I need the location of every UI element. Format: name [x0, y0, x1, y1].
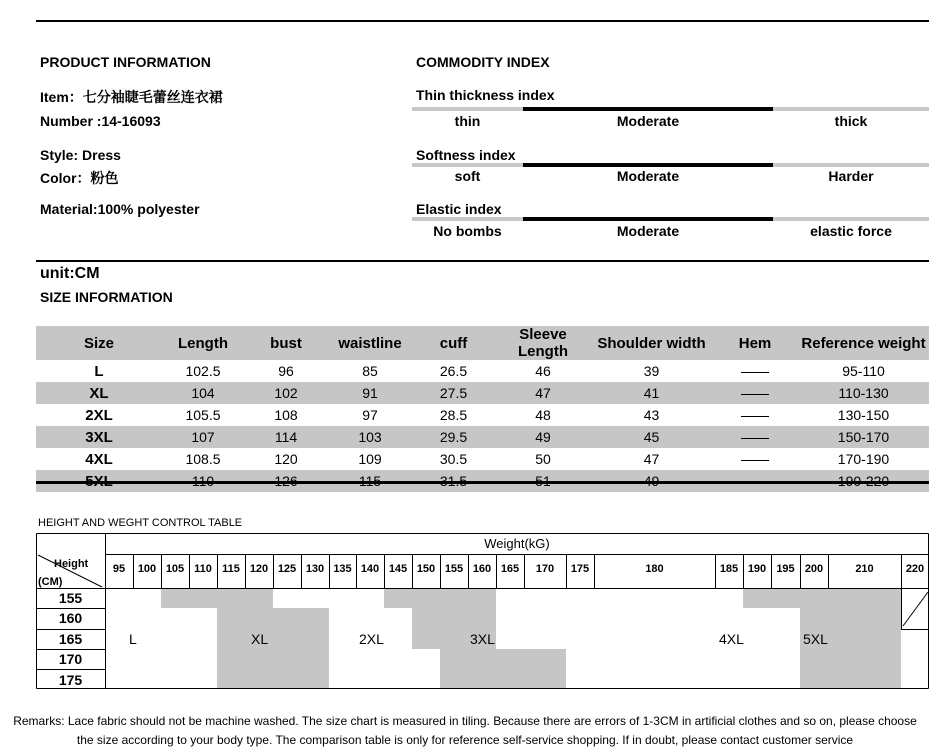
table-cell: 105.5 — [185, 407, 221, 423]
table-cell: 46 — [535, 363, 551, 379]
zone-label: 4XL — [719, 631, 744, 647]
table-cell: 114 — [244, 426, 328, 448]
index-scale-bar — [412, 163, 929, 167]
column-header: waistline — [328, 326, 412, 360]
height-row: 160 — [58, 610, 83, 626]
weight-col: 210 — [855, 563, 874, 575]
height-row: 165 — [58, 631, 83, 647]
table-cell: 95-110 — [842, 363, 885, 379]
column-header: Size — [36, 326, 162, 360]
index-title: Softness index — [416, 147, 516, 163]
weight-col: 160 — [472, 563, 492, 575]
remarks-line: the size according to your body type. The comparison table is only for reference self-service shopping. If in doubt, please contact customer service — [76, 733, 854, 747]
table-cell: 170-190 — [837, 451, 890, 467]
weight-col: 155 — [444, 563, 464, 575]
weight-col: 115 — [222, 563, 240, 575]
hem-cell — [712, 426, 798, 448]
weight-col: 95 — [112, 563, 126, 575]
top-rule — [36, 20, 929, 22]
height-row: 170 — [58, 651, 83, 667]
table-row — [36, 360, 929, 382]
weight-col: 165 — [500, 563, 520, 575]
table-cell: 29.5 — [412, 426, 495, 448]
size-cell: 4XL — [85, 450, 113, 468]
index-label-low: thin — [454, 113, 481, 129]
weight-label: Weight(kG) — [484, 536, 550, 551]
zone-label: 5XL — [803, 631, 828, 647]
weight-col: 120 — [249, 563, 269, 575]
table-cell: 120 — [274, 451, 298, 467]
zone-label: 2XL — [359, 631, 384, 647]
item-number: Number :14-16093 — [40, 113, 161, 129]
size-table-bottom-rule — [36, 481, 929, 484]
size-info-heading: SIZE INFORMATION — [40, 289, 173, 305]
index-scale-bar — [412, 217, 929, 221]
height-label: Height — [54, 558, 89, 570]
table-cell: 96 — [278, 363, 294, 379]
table-cell: 91 — [328, 382, 412, 404]
product-info-heading: PRODUCT INFORMATION — [40, 54, 211, 70]
hw-grid-lines — [36, 533, 929, 689]
table-cell: 26.5 — [439, 363, 468, 379]
table-cell: 48 — [535, 407, 551, 423]
table-cell: 28.5 — [439, 407, 468, 423]
commodity-index-heading: COMMODITY INDEX — [416, 54, 550, 70]
zone-label: 3XL — [470, 631, 495, 647]
size-table — [36, 326, 929, 492]
hem-cell — [712, 360, 798, 382]
hem-cell — [712, 404, 798, 426]
table-cell: 102.5 — [185, 363, 221, 379]
table-cell: 130-150 — [837, 407, 890, 423]
item-color: Color：粉色 — [40, 170, 119, 186]
table-row — [36, 448, 929, 470]
column-header: Shoulder width — [591, 326, 712, 360]
weight-col: 200 — [804, 563, 824, 575]
index-label-mid: Moderate — [616, 223, 680, 239]
zone-label: L — [129, 631, 137, 647]
weight-col: 170 — [535, 563, 555, 575]
weight-col: 145 — [388, 563, 408, 575]
index-title: Elastic index — [416, 201, 502, 217]
size-cell: 2XL — [85, 406, 113, 424]
weight-col: 220 — [905, 563, 925, 575]
index-scale-bar — [412, 107, 929, 111]
height-row: 155 — [58, 590, 83, 606]
table-cell: 47 — [495, 382, 591, 404]
table-cell: 85 — [362, 363, 378, 379]
dash-mark — [741, 372, 769, 373]
column-header: cuff — [412, 326, 495, 360]
table-cell: 27.5 — [412, 382, 495, 404]
zone-label: XL — [251, 631, 269, 647]
size-cell: L — [94, 362, 104, 380]
table-cell: 102 — [244, 382, 328, 404]
weight-col: 190 — [747, 563, 767, 575]
index-label-high: thick — [834, 113, 868, 129]
dash-mark — [741, 394, 769, 395]
hem-cell — [712, 382, 798, 404]
column-header: Hem — [712, 326, 798, 360]
table-cell: 39 — [643, 363, 660, 379]
table-cell: 97 — [362, 407, 378, 423]
table-cell: 109 — [358, 451, 382, 467]
column-header: bust — [244, 326, 328, 360]
item-style: Style: Dress — [40, 147, 121, 163]
table-cell: 50 — [535, 451, 551, 467]
table-cell: 107 — [162, 426, 244, 448]
table-cell: 49 — [495, 426, 591, 448]
table-cell: 103 — [328, 426, 412, 448]
section-divider — [36, 260, 929, 262]
table-row — [36, 404, 929, 426]
weight-col: 150 — [416, 563, 436, 575]
table-cell: 47 — [643, 451, 660, 467]
unit-label: unit:CM — [40, 265, 100, 282]
size-table-header — [36, 326, 929, 360]
weight-col: 140 — [360, 563, 380, 575]
weight-col: 135 — [333, 563, 352, 575]
grid-line — [903, 592, 928, 626]
remarks — [0, 712, 930, 750]
dash-mark — [741, 460, 769, 461]
dash-mark — [741, 416, 769, 417]
size-cell: XL — [36, 382, 162, 404]
index-label-low: soft — [454, 168, 481, 184]
table-cell: 45 — [591, 426, 712, 448]
column-header: Reference weight — [798, 326, 929, 360]
hw-table-title: HEIGHT AND WEGHT CONTROL TABLE — [38, 517, 243, 529]
table-cell: 30.5 — [439, 451, 468, 467]
size-cell: 3XL — [36, 426, 162, 448]
item-material: Material:100% polyester — [40, 201, 200, 217]
weight-col: 130 — [305, 563, 325, 575]
height-unit: (CM) — [38, 576, 63, 588]
table-cell: 108.5 — [185, 451, 221, 467]
index-label-mid: Moderate — [616, 113, 680, 129]
column-header: Length — [162, 326, 244, 360]
table-row — [36, 382, 929, 404]
table-cell: 43 — [643, 407, 660, 423]
weight-col: 175 — [570, 563, 590, 575]
hem-cell — [712, 448, 798, 470]
index-label-mid: Moderate — [616, 168, 680, 184]
remarks-line: Remarks: Lace fabric should not be machine washed. The size chart is measured in tiling. Because there are errors of 1-3CM in artificial clothes and so on, please choose — [13, 714, 917, 728]
weight-col: 195 — [776, 563, 795, 575]
table-cell: 108 — [274, 407, 298, 423]
table-row — [36, 426, 929, 448]
index-label-high: elastic force — [810, 223, 892, 239]
weight-col: 180 — [645, 563, 664, 575]
weight-col: 125 — [277, 563, 297, 575]
table-cell: 110-130 — [798, 382, 929, 404]
weight-col: 100 — [137, 563, 157, 575]
index-title: Thin thickness index — [416, 87, 555, 103]
table-cell: 150-170 — [798, 426, 929, 448]
index-label-high: Harder — [828, 168, 874, 184]
dash-mark — [741, 438, 769, 439]
index-label-low: No bombs — [433, 223, 502, 239]
weight-col: 110 — [194, 563, 212, 575]
table-cell: 41 — [591, 382, 712, 404]
height-row: 175 — [58, 672, 83, 688]
item-name: Item：七分袖睫毛蕾丝连衣裙 — [40, 89, 223, 105]
column-header: Sleeve Length — [495, 326, 591, 360]
height-weight-table — [36, 533, 929, 689]
weight-col: 105 — [165, 563, 185, 575]
table-cell: 104 — [162, 382, 244, 404]
weight-col: 185 — [719, 563, 739, 575]
